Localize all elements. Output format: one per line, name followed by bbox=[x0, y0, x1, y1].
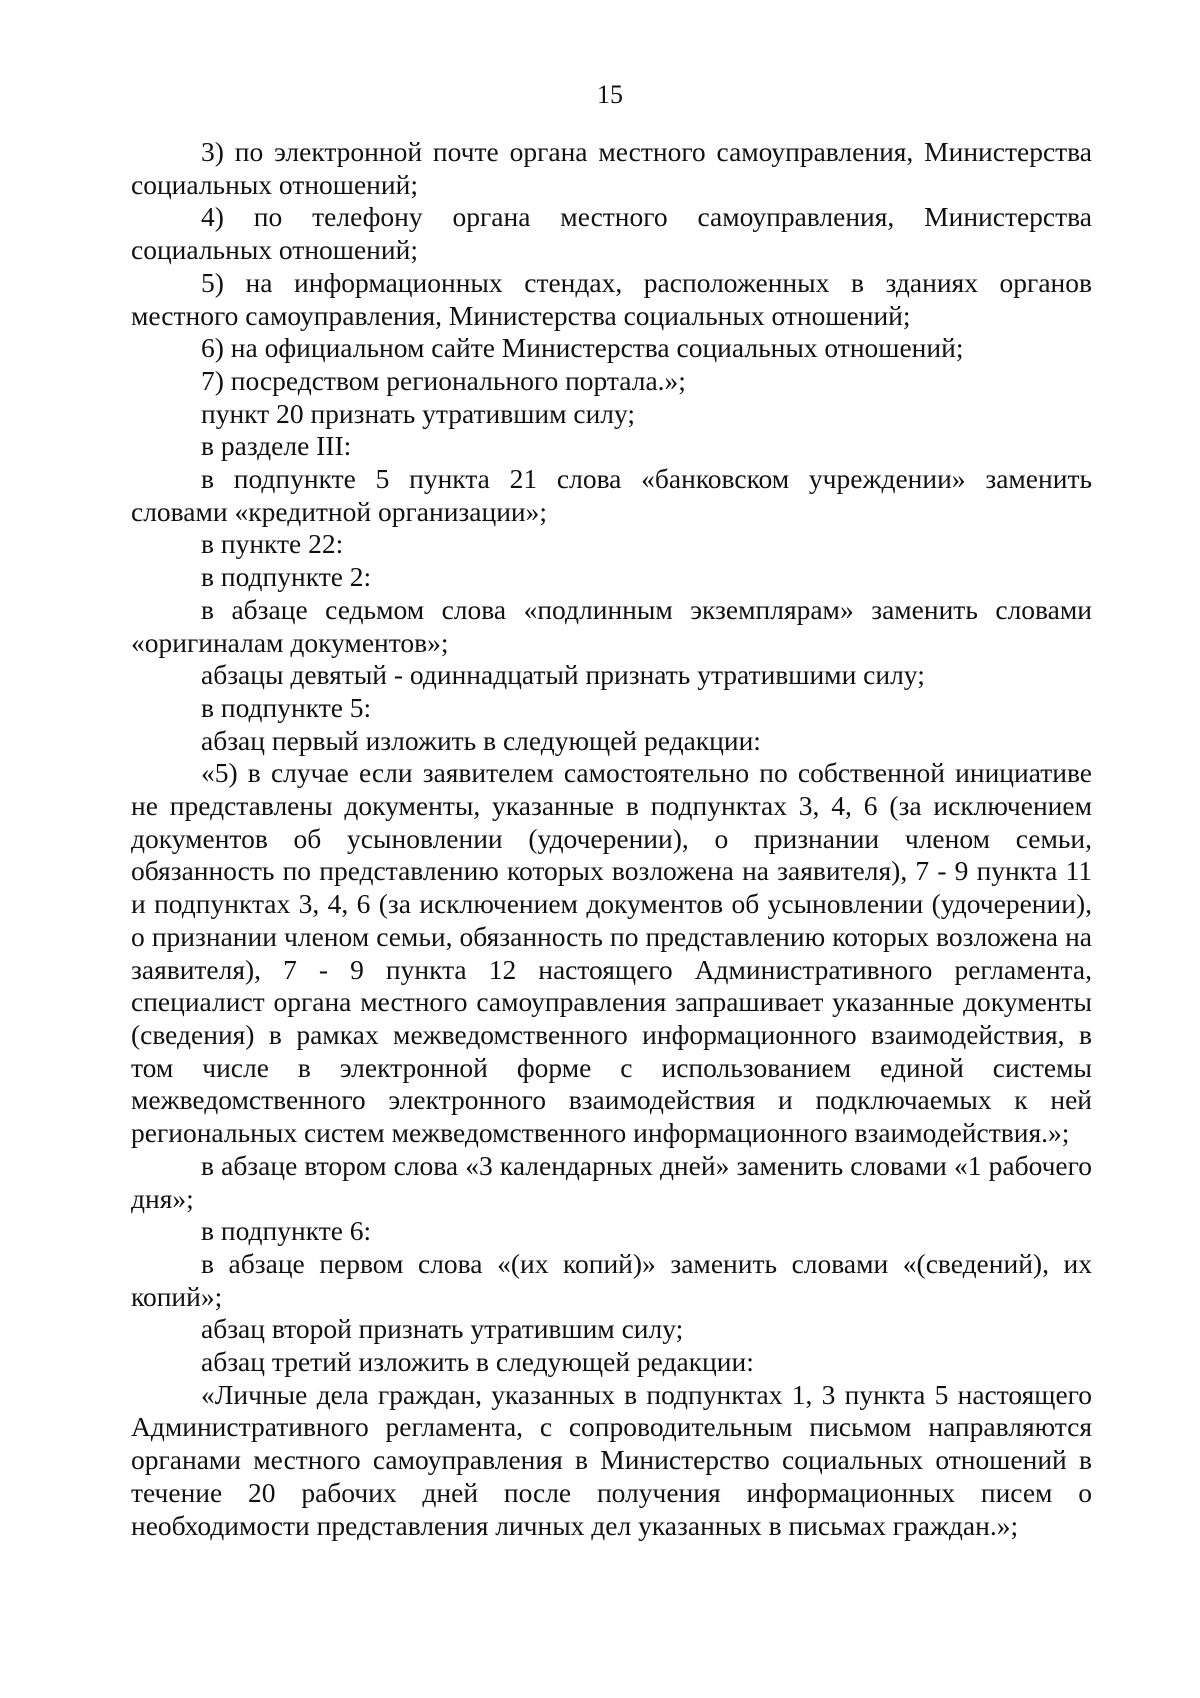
page-number: 15 bbox=[597, 80, 623, 109]
paragraph: 3) по электронной почте органа местного самоуправления, Министерства социальных отношений; bbox=[131, 136, 1092, 200]
paragraph: в абзаце седьмом слова «подлинным экземплярам» заменить словами «оригиналам документов»; bbox=[131, 593, 1092, 658]
paragraph: 6) на официальном сайте Министерства социальных отношений; bbox=[201, 332, 964, 364]
paragraph: в подпункте 5: bbox=[201, 691, 372, 723]
paragraph: в разделе III: bbox=[201, 430, 352, 462]
paragraph: «Личные дела граждан, указанных в подпунктах 1, 3 пункта 5 настоящего Административного регламента, с сопроводительным письмом направляются органами местного самоуправления в Министерство социальных отношений в течение 20 рабочих дней после получения информационных писем о необходимости представления личных дел указанных в письмах граждан.»; bbox=[131, 1378, 1092, 1541]
paragraph: 4) по телефону органа местного самоуправления, Министерства социальных отношений; bbox=[131, 201, 1092, 266]
paragraph: абзацы девятый - одиннадцатый признать утратившими силу; bbox=[201, 659, 925, 691]
body-text bbox=[131, 136, 1092, 1542]
paragraph: в подпункте 2: bbox=[201, 561, 372, 593]
paragraph: пункт 20 признать утратившим силу; bbox=[201, 397, 636, 429]
paragraph: 5) на информационных стендах, расположенных в зданиях органов местного самоуправления, Министерства социальных отношений; bbox=[131, 266, 1092, 331]
paragraph: 7) посредством регионального портала.»; bbox=[201, 364, 686, 396]
paragraph: в абзаце втором слова «3 календарных дней» заменить словами «1 рабочего дня»; bbox=[131, 1149, 1092, 1214]
paragraph: в абзаце первом слова «(их копий)» заменить словами «(сведений), их копий»; bbox=[131, 1247, 1092, 1312]
paragraph: в подпункте 5 пункта 21 слова «банковском учреждении» заменить словами «кредитной организации»; bbox=[131, 463, 1092, 527]
paragraph: в подпункте 6: bbox=[201, 1215, 372, 1247]
paragraph: абзац второй признать утратившим силу; bbox=[201, 1313, 684, 1345]
paragraph: в пункте 22: bbox=[201, 528, 344, 560]
paragraph: «5) в случае если заявителем самостоятельно по собственной инициативе не представлены документы, указанные в подпунктах 3, 4, 6 (за исключением документов об усыновлении (удочерении), о признании членом семьи, обязанность по представлению которых возложена на заявителя), 7 - 9 пункта 11 и подпунктах 3, 4, 6 (за исключением документов об усыновлении (удочерении), о признании членом семьи, обязанность по представлению которых возложена на заявителя), 7 - 9 пункта 12 настоящего Административного регламента, специалист органа местного самоуправления запрашивает указанные документы (сведения) в рамках межведомственного информационного взаимодействия, в том числе в электронной форме с использованием единой системы межведомственного электронного взаимодействия и подключаемых к ней региональных систем межведомственного информационного взаимодействия.»; bbox=[131, 757, 1092, 1149]
paragraph: абзац первый изложить в следующей редакции: bbox=[201, 724, 761, 756]
paragraph: абзац третий изложить в следующей редакции: bbox=[201, 1346, 754, 1378]
